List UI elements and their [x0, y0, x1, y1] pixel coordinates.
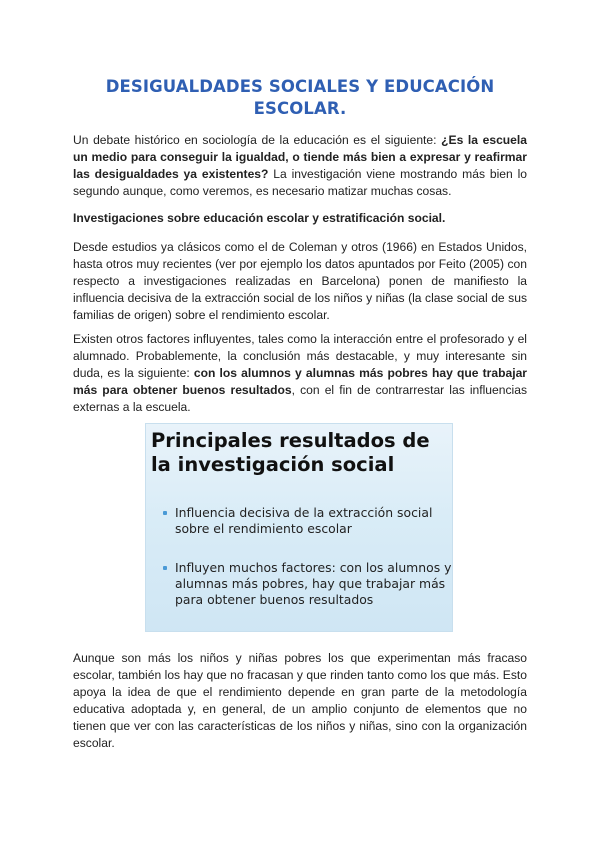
intro-paragraph	[73, 132, 527, 200]
bullet-icon	[163, 511, 167, 515]
section-heading: Investigaciones sobre educación escolar y estratificación social.	[73, 211, 446, 225]
factors-text-start: Existen otros factores influyentes, tales como la interacción entre el profesorado y el alumnado. Probablemente, la conclusión más destacable, y muy interesante sin duda, es la siguiente:	[73, 332, 527, 380]
paragraph-conclusion: Aunque son más los niños y niñas pobres los que experimentan más fracaso escolar, también los hay que no fracasan y que rinden tanto como los que más. Esto apoya la idea de que el rendimiento depende en gran parte de la metodología educativa adoptada y, en general, de un amplio conjunto de elementos que no tienen que ver con las características de los niños y niñas, sino con la organización escolar.	[73, 651, 527, 750]
slide-title: Principales resultados de la investigación social	[151, 429, 430, 476]
factors-text-end: , con el fin de contrarrestar las influencias externas a la escuela.	[73, 383, 527, 414]
slide-bullet-1	[161, 505, 463, 537]
document-title: DESIGUALDADES SOCIALES Y EDUCACIÓN ESCOLAR.	[105, 77, 495, 118]
intro-text-end: La investigación viene mostrando más bien lo segundo aunque, como veremos, es necesario matizar muchas cosas.	[73, 167, 527, 198]
factors-bold-conclusion: con los alumnos y alumnas más pobres hay que trabajar más para obtener buenos resultados	[73, 366, 527, 397]
slide-bullet-2	[161, 560, 463, 608]
paragraph-studies: Desde estudios ya clásicos como el de Coleman y otros (1966) en Estados Unidos, hasta otros muy recientes (ver por ejemplo los datos apuntados por Feito (2005) con respecto a investigaciones realizadas en Barcelona) ponen de manifiesto la influencia decisiva de la extracción social de los niños y niñas (la clase social de sus familias de origen) sobre el rendimiento escolar.	[73, 240, 527, 322]
paragraph-factors	[73, 331, 527, 416]
slide-bullet-text: Influencia decisiva de la extracción social sobre el rendimiento escolar	[175, 505, 433, 536]
slide-bullet-text: Influyen muchos factores: con los alumnos y alumnas más pobres, hay que trabajar más para obtener buenos resultados	[175, 560, 452, 607]
slide-image	[145, 423, 453, 632]
intro-bold-question: ¿Es la escuela un medio para conseguir la igualdad, o tiende más bien a expresar y reafirmar las desigualdades ya existentes?	[73, 133, 527, 181]
bullet-icon	[163, 566, 167, 570]
intro-text-start: Un debate histórico en sociología de la educación es el siguiente:	[73, 133, 442, 147]
